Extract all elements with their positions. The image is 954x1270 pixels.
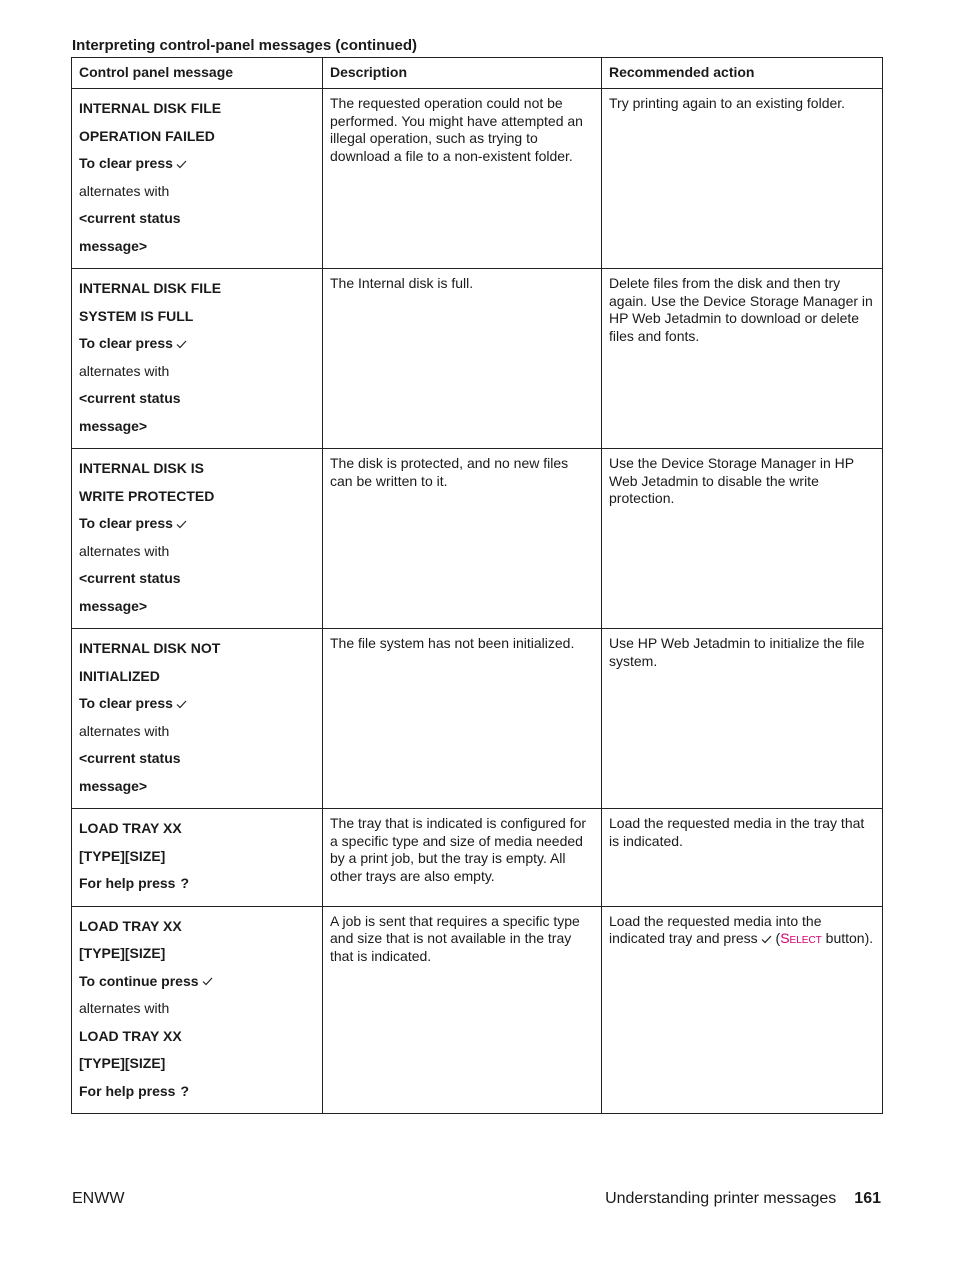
message-line — [79, 1023, 315, 1051]
message-line — [79, 593, 315, 621]
message-line — [79, 870, 315, 898]
message-text: message> — [79, 597, 148, 614]
help-question-icon: ? — [180, 875, 190, 891]
description-cell: The tray that is indicated is configured for a specific type and size of media needed by a print job, but the tray is empty. All other trays are also empty. — [323, 809, 602, 907]
message-text: [TYPE][SIZE] — [79, 847, 166, 864]
help-question-icon: ? — [180, 1082, 190, 1099]
message-line — [79, 843, 315, 871]
footer-left: ENWW — [72, 1190, 125, 1207]
action-cell: Use HP Web Jetadmin to initialize the file system. — [602, 629, 883, 809]
message-text: alternates with — [79, 542, 170, 559]
message-line — [79, 358, 315, 386]
table-row — [72, 269, 883, 449]
message-line — [79, 1050, 315, 1078]
header-row — [72, 58, 883, 89]
message-line — [79, 815, 315, 843]
message-cell — [72, 809, 323, 907]
action-cell: Try printing again to an existing folder. — [602, 89, 883, 269]
checkmark-icon — [176, 330, 187, 358]
message-line — [79, 565, 315, 593]
message-text: For help press — [79, 1082, 176, 1099]
message-line — [79, 663, 315, 691]
message-line — [79, 1078, 315, 1106]
message-text: SYSTEM IS FULL — [79, 307, 194, 324]
message-text: LOAD TRAY XX — [79, 1027, 182, 1044]
message-line — [79, 968, 315, 996]
message-text: To clear press — [79, 335, 173, 351]
message-text: <current status — [79, 750, 181, 766]
message-cell — [72, 89, 323, 269]
message-text: To clear press — [79, 515, 173, 531]
footer-section: Understanding printer messages — [605, 1190, 837, 1207]
table-row — [72, 89, 883, 269]
message-text: LOAD TRAY XX — [79, 820, 182, 836]
header-message: Control panel message — [72, 58, 323, 89]
message-line — [79, 690, 315, 718]
message-text: message> — [79, 237, 148, 254]
message-cell — [72, 449, 323, 629]
checkmark-icon — [176, 510, 187, 538]
header-description: Description — [323, 58, 602, 89]
description-cell: The Internal disk is full. — [323, 269, 602, 449]
message-line — [79, 995, 315, 1023]
message-text: <current status — [79, 390, 181, 406]
message-line — [79, 303, 315, 331]
message-text: LOAD TRAY XX — [79, 917, 182, 934]
page-number: 161 — [854, 1190, 881, 1207]
action-cell — [602, 906, 883, 1114]
message-line — [79, 150, 315, 178]
message-text: INTERNAL DISK FILE — [79, 280, 222, 296]
message-cell — [72, 629, 323, 809]
action-cell: Use the Device Storage Manager in HP Web Jetadmin to disable the write protection. — [602, 449, 883, 629]
message-text: INTERNAL DISK IS — [79, 460, 204, 476]
message-line — [79, 385, 315, 413]
action-cell: Delete files from the disk and then try again. Use the Device Storage Manager in HP Web Jetadmin to download or delete files and fonts. — [602, 269, 883, 449]
message-cell — [72, 906, 323, 1114]
message-text: <current status — [79, 570, 181, 586]
message-line — [79, 123, 315, 151]
message-text: alternates with — [79, 1000, 170, 1016]
message-text: To clear press — [79, 155, 173, 171]
message-line — [79, 913, 315, 941]
message-line — [79, 510, 315, 538]
select-button-reference: Select — [780, 930, 822, 947]
checkmark-icon — [176, 150, 187, 178]
message-line — [79, 538, 315, 566]
message-line — [79, 413, 315, 441]
table-row — [72, 629, 883, 809]
action-tail: button). — [825, 930, 874, 947]
checkmark-icon — [202, 968, 213, 996]
message-text: alternates with — [79, 722, 170, 739]
footer-right — [605, 1190, 881, 1208]
message-line — [79, 178, 315, 206]
message-line — [79, 745, 315, 773]
message-cell — [72, 269, 323, 449]
description-cell: A job is sent that requires a specific type and size that is not available in the tray that is indicated. — [323, 906, 602, 1114]
message-text: WRITE PROTECTED — [79, 487, 215, 504]
message-line — [79, 233, 315, 261]
checkmark-icon — [176, 690, 187, 718]
table-row — [72, 449, 883, 629]
description-cell: The requested operation could not be performed. You might have attempted an illegal operation, such as trying to download a file to a non-existent folder. — [323, 89, 602, 269]
description-cell: The disk is protected, and no new files can be written to it. — [323, 449, 602, 629]
message-text: INTERNAL DISK NOT — [79, 640, 221, 656]
message-text: To clear press — [79, 695, 173, 711]
message-text: [TYPE][SIZE] — [79, 1055, 166, 1071]
message-line — [79, 205, 315, 233]
message-line — [79, 773, 315, 801]
message-text: <current status — [79, 210, 181, 226]
message-line — [79, 940, 315, 968]
table-row — [72, 809, 883, 907]
table-title: Interpreting control-panel messages (continued) — [72, 37, 418, 54]
message-text: [TYPE][SIZE] — [79, 945, 166, 961]
message-line — [79, 483, 315, 511]
message-line — [79, 635, 315, 663]
message-text: INTERNAL DISK FILE — [79, 100, 222, 116]
message-text: INITIALIZED — [79, 667, 160, 684]
message-line — [79, 330, 315, 358]
message-text: alternates with — [79, 362, 170, 379]
messages-table — [71, 57, 883, 1114]
action-cell: Load the requested media in the tray that is indicated. — [602, 809, 883, 907]
message-line — [79, 455, 315, 483]
table-row — [72, 906, 883, 1114]
message-line — [79, 95, 315, 123]
message-text: message> — [79, 777, 148, 794]
message-line — [79, 275, 315, 303]
checkmark-icon — [761, 930, 772, 948]
action-text: Load the requested media into the indicated tray and press — [609, 912, 822, 947]
message-text: For help press — [79, 875, 176, 891]
action-paren: ( — [775, 930, 781, 947]
message-text: alternates with — [79, 182, 170, 199]
header-action: Recommended action — [602, 58, 883, 89]
message-text: message> — [79, 417, 148, 434]
message-line — [79, 718, 315, 746]
message-text: To continue press — [79, 972, 199, 989]
description-cell: The file system has not been initialized. — [323, 629, 602, 809]
message-text: OPERATION FAILED — [79, 127, 215, 144]
